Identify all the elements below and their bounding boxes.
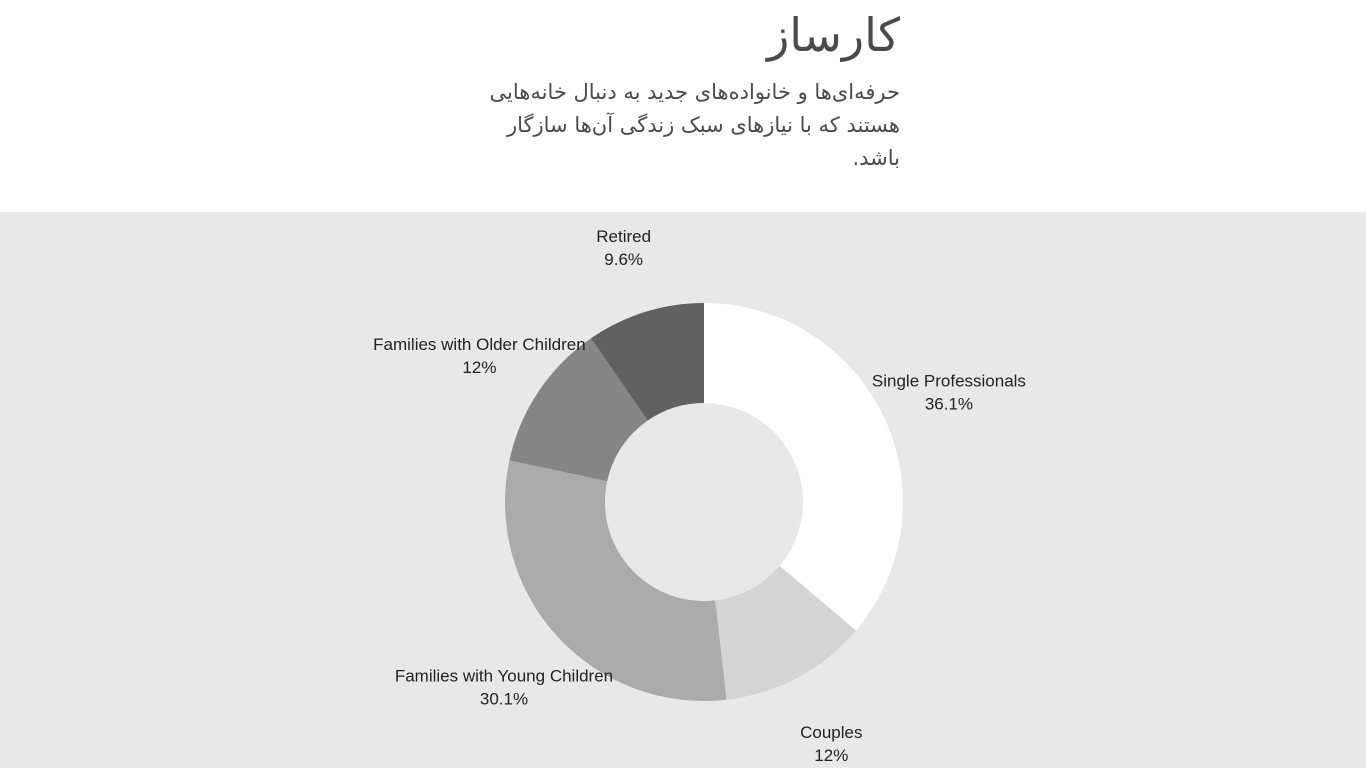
chart-slices <box>505 303 903 701</box>
chart-area <box>0 212 1366 768</box>
slice-label-families-with-older-children: Families with Older Children <box>373 335 586 355</box>
page-title: کارساز <box>767 8 900 62</box>
donut-chart <box>0 212 1366 768</box>
header-text <box>460 4 900 175</box>
slice-value-single-professionals: 36.1% <box>924 394 974 414</box>
slice-label-families-with-young-children: Families with Young Children <box>394 666 614 686</box>
header <box>0 0 1366 212</box>
slice-value-couples: 12% <box>814 746 849 766</box>
slice-label-single-professionals: Single Professionals <box>871 371 1026 391</box>
slice-value-families-with-older-children: 12% <box>462 358 497 378</box>
slice-single-professionals <box>704 303 903 631</box>
slice-label-couples: Couples <box>800 723 863 743</box>
page-subtitle: حرفه‌ای‌ها و خانواده‌های جدید به دنبال خانه‌هایی هستند که با نیازهای سبک زندگی آن‌ها سازگار باشد. <box>489 80 900 170</box>
slice-value-families-with-young-children: 30.1% <box>479 689 529 709</box>
slice-value-retired: 9.6% <box>604 250 644 270</box>
slice-label-retired: Retired <box>596 227 652 247</box>
slice-families-with-young-children <box>505 460 727 701</box>
